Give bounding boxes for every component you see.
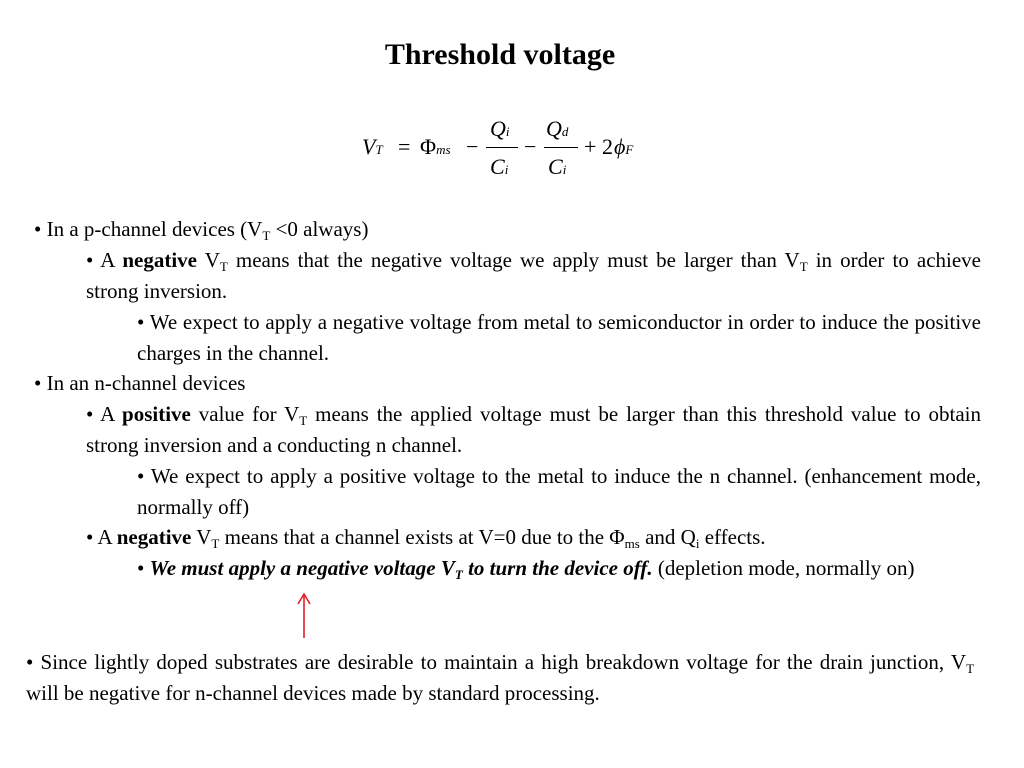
formula-phi-f: ϕF [614, 134, 634, 159]
formula-plus: + [584, 134, 597, 159]
bullet-n-turn-off: • We must apply a negative voltage $V_T$ to turn the device off. (depletion mode, normally on) [137, 556, 915, 582]
slide-title: Threshold voltage [384, 38, 616, 71]
frac1-denominator: Ci [490, 154, 509, 179]
frac2-denominator: Ci [548, 154, 567, 179]
bullet-p-channel: • In a p-channel devices ($V_T <0$ always) [34, 217, 369, 243]
bullet-n-channel: • In an n-channel devices [34, 371, 246, 395]
bullet-p-negative-vt: • A negative $V_T$ means that the negative voltage we apply must be larger than $V_T$ in order to achieve strong inversion. [86, 248, 981, 303]
formula-minus-2: − [524, 134, 537, 159]
bullet-n-expect: • We expect to apply a positive voltage to the metal to induce the n channel. (enhancement mode, normally off) [137, 464, 981, 519]
formula-lhs: VT [362, 134, 383, 159]
formula-minus-1: − [466, 134, 479, 159]
formula-two: 2 [602, 134, 613, 159]
frac1-bar [486, 147, 518, 148]
frac2-numerator: Qd [546, 116, 569, 141]
formula-equals: = [398, 134, 411, 159]
up-arrow-icon [294, 592, 314, 640]
formula-phi: Φms [420, 134, 451, 159]
frac2-bar [544, 147, 578, 148]
bullet-substrate-note: • Since lightly doped substrates are desirable to maintain a high breakdown voltage for the drain junction, $V_T$ will be negative for n-channel devices made by standard processing. [26, 650, 975, 705]
bullet-p-expect: • We expect to apply a negative voltage from metal to semiconductor in order to induce the positive charges in the channel. [137, 310, 981, 365]
frac1-numerator: Qi [490, 116, 510, 141]
bullet-n-positive-vt: • A positive value for $V_T$ means the applied voltage must be larger than this threshold value to obtain strong inversion and a conducting n channel. [86, 402, 982, 457]
bullet-n-negative-vt: • A negative $V_T$ means that a channel exists at V=0 due to the $\Phi_{ms}$ and $Q_i$ effects. [86, 525, 766, 551]
